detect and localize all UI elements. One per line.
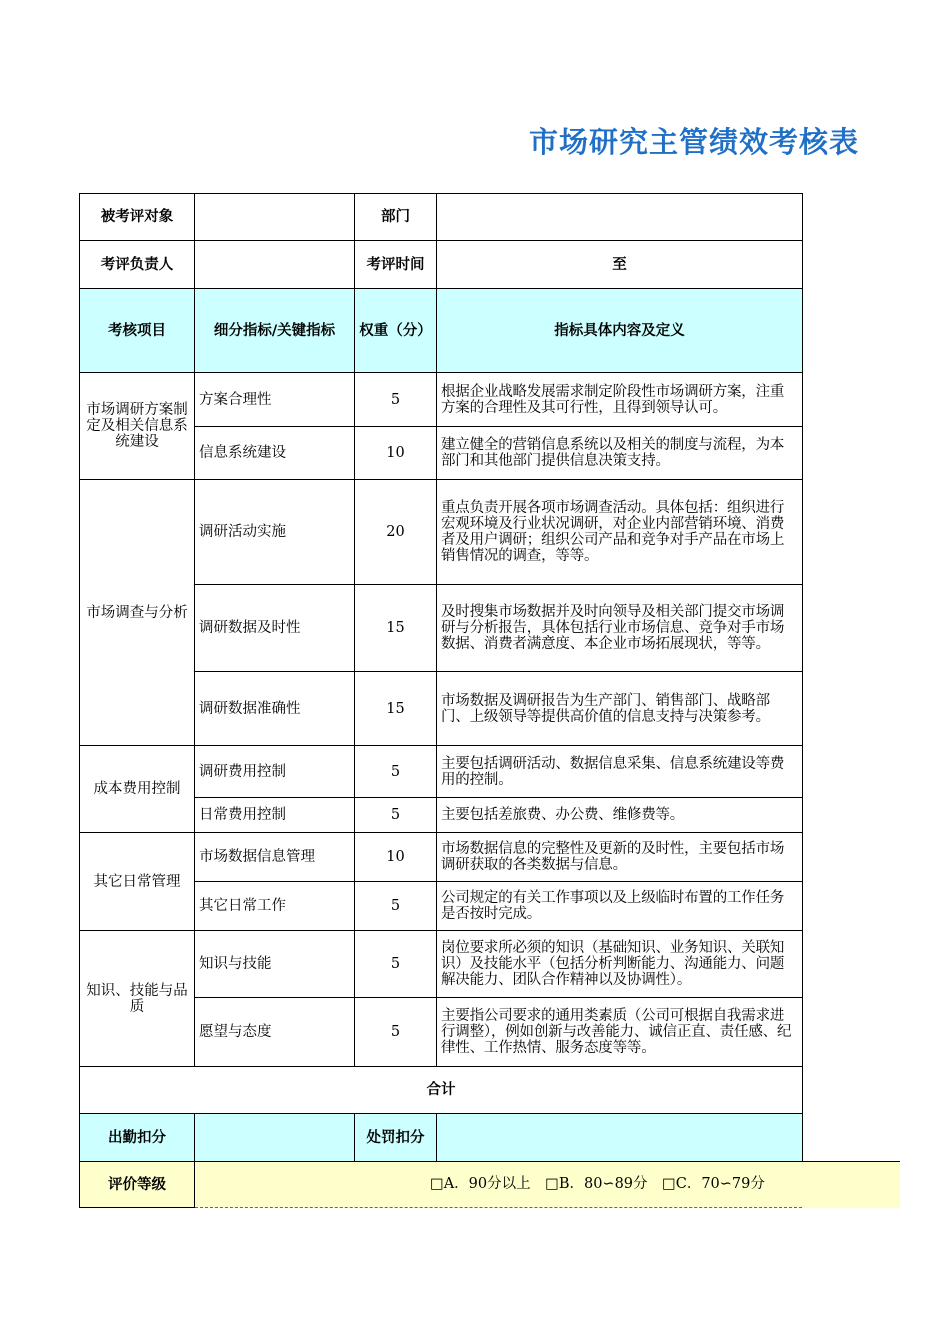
total-label: 合计 — [426, 1082, 456, 1098]
indicator-cell: 调研数据及时性 — [195, 585, 355, 672]
header-indicator: 细分指标/关键指标 — [195, 289, 355, 373]
weight-cell: 20 — [355, 480, 437, 585]
definition-cell: 市场数据信息的完整性及更新的及时性，主要包括市场调研获取的各类数据与信息。 — [437, 833, 803, 882]
weight-cell: 5 — [355, 373, 437, 427]
indicator-cell: 信息系统建设 — [195, 427, 355, 480]
definition-cell: 岗位要求所必须的知识（基础知识、业务知识、关联知识）及技能水平（包括分析判断能力、沟通能力、问题解决能力、团队合作精神以及协调性）。 — [437, 931, 803, 998]
group-name: 市场调查与分析 — [80, 480, 195, 746]
evaluation-table — [79, 193, 803, 1208]
definition-cell: 公司规定的有关工作事项以及上级临时布置的工作任务是否按时完成。 — [437, 882, 803, 931]
page-title: 市场研究主管绩效考核表 — [529, 125, 860, 159]
grade-options[interactable]: □A．90分以上 □B．80∽89分 □C．70∽79分 — [430, 1176, 765, 1192]
indicator-cell: 日常费用控制 — [195, 798, 355, 833]
indicator-cell: 愿望与态度 — [195, 998, 355, 1067]
weight-cell: 10 — [355, 833, 437, 882]
indicator-cell: 市场数据信息管理 — [195, 833, 355, 882]
definition-cell: 主要指公司要求的通用类素质（公司可根据自我需求进行调整），例如创新与改善能力、诚信正直、责任感、纪律性、工作热情、服务态度等等。 — [437, 998, 803, 1067]
penalty-label: 处罚扣分 — [355, 1114, 437, 1162]
owner-value[interactable] — [195, 241, 355, 289]
time-label: 考评时间 — [355, 241, 437, 289]
definition-cell: 根据企业战略发展需求制定阶段性市场调研方案，注重方案的合理性及其可行性，且得到领导认可。 — [437, 373, 803, 427]
weight-cell: 10 — [355, 427, 437, 480]
group-name: 市场调研方案制定及相关信息系统建设 — [80, 373, 195, 480]
total-row — [80, 1067, 803, 1114]
header-item: 考核项目 — [80, 289, 195, 373]
indicator-cell: 调研活动实施 — [195, 480, 355, 585]
weight-cell: 5 — [355, 931, 437, 998]
owner-label: 考评负责人 — [80, 241, 195, 289]
header-weight: 权重（分） — [355, 289, 437, 373]
time-value[interactable]: 至 — [437, 241, 803, 289]
definition-cell: 重点负责开展各项市场调查活动。具体包括：组织进行宏观环境及行业状况调研，对企业内部营销环境、消费者及用户调研；组织公司产品和竞争对手产品在市场上销售情况的调查，等等。 — [437, 480, 803, 585]
definition-cell: 主要包括调研活动、数据信息采集、信息系统建设等费用的控制。 — [437, 746, 803, 798]
attendance-value[interactable] — [195, 1114, 355, 1162]
indicator-cell: 方案合理性 — [195, 373, 355, 427]
definition-cell: 及时搜集市场数据并及时向领导及相关部门提交市场调研与分析报告，具体包括行业市场信息、竞争对手市场数据、消费者满意度、本企业市场拓展现状，等等。 — [437, 585, 803, 672]
weight-cell: 15 — [355, 672, 437, 746]
target-label: 被考评对象 — [80, 194, 195, 241]
weight-cell: 5 — [355, 998, 437, 1067]
weight-cell: 5 — [355, 798, 437, 833]
definition-cell: 主要包括差旅费、办公费、维修费等。 — [437, 798, 803, 833]
weight-cell: 5 — [355, 746, 437, 798]
dashed-divider — [195, 1207, 802, 1208]
weight-cell: 15 — [355, 585, 437, 672]
grade-label: 评价等级 — [80, 1162, 195, 1208]
group-name: 成本费用控制 — [80, 746, 195, 833]
definition-cell: 建立健全的营销信息系统以及相关的制度与流程，为本部门和其他部门提供信息决策支持。 — [437, 427, 803, 480]
weight-cell: 5 — [355, 882, 437, 931]
target-value[interactable] — [195, 194, 355, 241]
penalty-value[interactable] — [437, 1114, 803, 1162]
definition-cell: 市场数据及调研报告为生产部门、销售部门、战略部门、上级领导等提供高价值的信息支持与决策参考。 — [437, 672, 803, 746]
indicator-cell: 调研数据准确性 — [195, 672, 355, 746]
header-definition: 指标具体内容及定义 — [437, 289, 803, 373]
indicator-cell: 其它日常工作 — [195, 882, 355, 931]
attendance-label: 出勤扣分 — [80, 1114, 195, 1162]
indicator-cell: 调研费用控制 — [195, 746, 355, 798]
dept-value[interactable] — [437, 194, 803, 241]
indicator-cell: 知识与技能 — [195, 931, 355, 998]
dept-label: 部门 — [355, 194, 437, 241]
grade-extension — [802, 1161, 900, 1208]
group-name: 其它日常管理 — [80, 833, 195, 931]
group-name: 知识、技能与品质 — [80, 931, 195, 1067]
